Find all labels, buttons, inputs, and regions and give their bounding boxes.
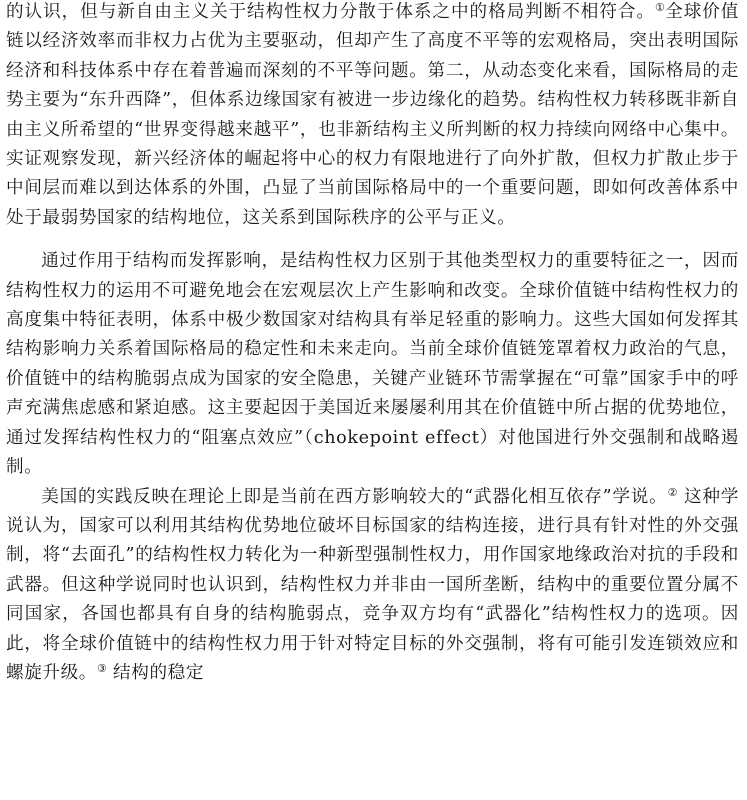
footnote-marker-2[interactable]: ② <box>667 485 678 499</box>
paragraph-3-text: 美国的实践反映在理论上即是当前在西方影响较大的“武器化相互依存”学说。 <box>41 486 668 507</box>
paragraph-1-text-cont: 全球价值链以经济效率而非权力占优为主要驱动，但却产生了高度不平等的宏观格局，突出表明国际经济和科技体系中存在着普遍而深刻的不平等问题。第二，从动态变化来看，国际格局的走势主要为“东升西降”，但体系边缘国家有被进一步边缘化的趋势。结构性权力转移既非新自由主义所希望的“世界变得越来越平”，也非新结构主义所判断的权力持续向网络中心集中。实证观察发现，新兴经济体的崛起将中心的权力有限地进行了向外扩散，但权力扩散止步于中间层而难以到达体系的外围，凸显了当前国际格局中的一个重要问题，即如何改善体系中处于最弱势国家的结构地位，这关系到国际秩序的公平与正义。 <box>6 2 739 228</box>
paragraph-3 <box>6 483 739 689</box>
footnote-marker-1[interactable]: ① <box>654 1 666 14</box>
paragraph-2 <box>6 247 739 482</box>
paragraph-1-text: 的认识，但与新自由主义关于结构性权力分散于体系之中的格局判断不相符合。 <box>6 2 655 22</box>
footnote-marker-3[interactable]: ③ <box>96 661 107 675</box>
paragraph-1 <box>6 0 739 233</box>
paragraph-3-text-cont: 这种学说认为，国家可以利用其结构优势地位破坏目标国家的结构连接，进行具有针对性的外交强制，将“去面孔”的结构性权力转化为一种新型强制性权力，用作国家地缘政治对抗的手段和武器。但这种学说同时也认识到，结构性权力并非由一国所垄断，结构中的重要位置分属不同国家，各国也都具有自身的结构脆弱点，竞争双方均有“武器化”结构性权力的选项。因此，将全球价值链中的结构性权力用于针对特定目标的外交强制，将有可能引发连锁效应和螺旋升级。 <box>6 486 739 683</box>
paragraph-2-text: 通过作用于结构而发挥影响，是结构性权力区别于其他类型权力的重要特征之一，因而结构性权力的运用不可避免地会在宏观层次上产生影响和改变。全球价值链中结构性权力的高度集中特征表明，体系中极少数国家对结构具有举足轻重的影响力。这些大国如何发挥其结构影响力关系着国际格局的稳定性和未来走向。当前全球价值链笼罩着权力政治的气息，价值链中的结构脆弱点成为国家的安全隐患，关键产业链环节需掌握在“可靠”国家手中的呼声充满焦虑感和紧迫感。这主要起因于美国近来屡屡利用其在价值链中所占据的优势地位，通过发挥结构性权力的“阻塞点效应”（chokepoint effect）对他国进行外交强制和战略遏制。 <box>6 251 739 478</box>
paragraph-3-text-end: 结构的稳定 <box>106 662 205 683</box>
document-page <box>6 0 739 688</box>
